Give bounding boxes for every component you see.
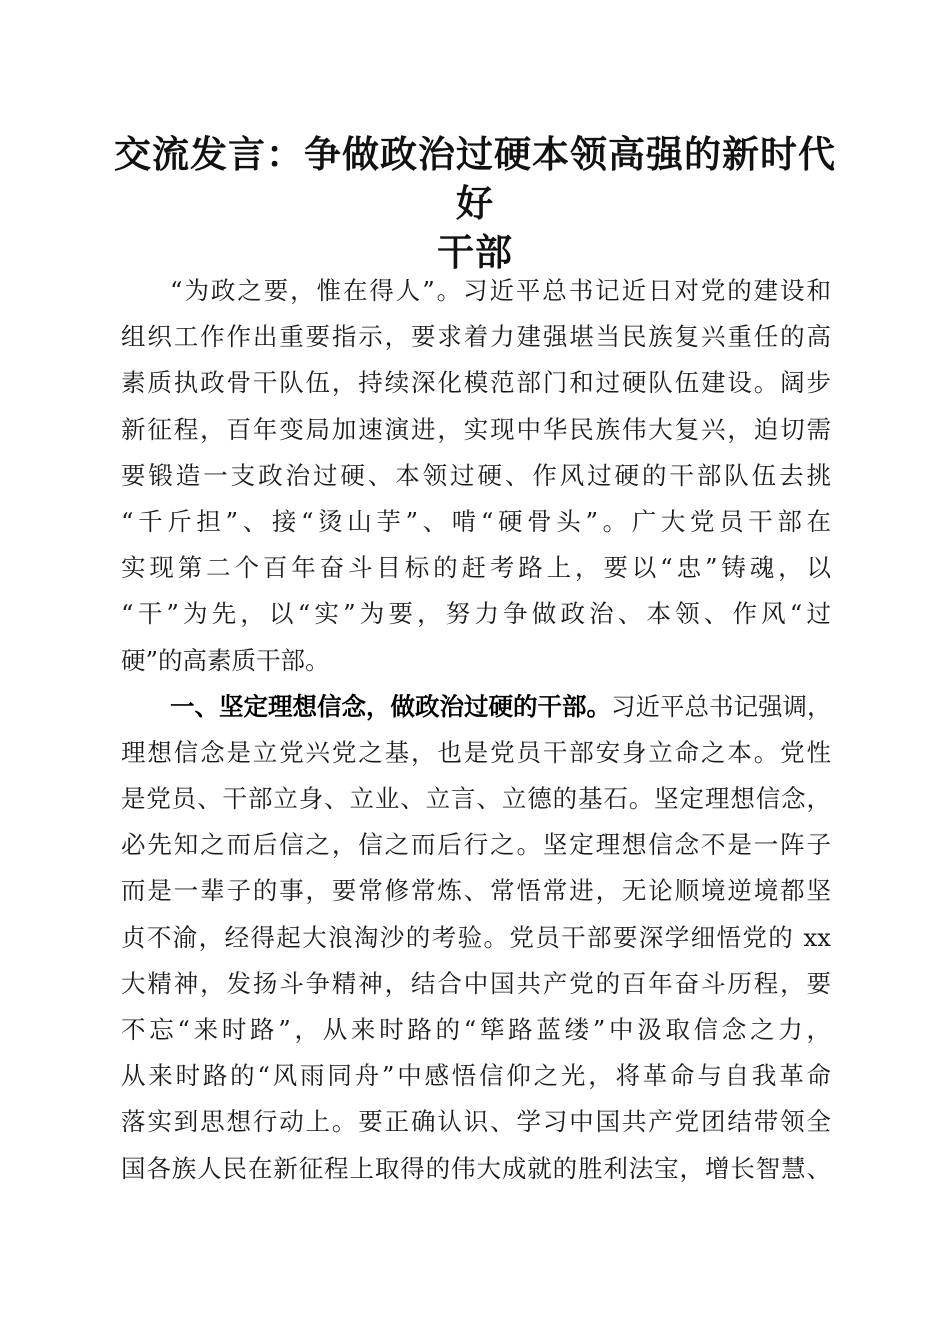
- paragraph-line: 而是一辈子的事，要常修常炼、常悟常进，无论顺境逆境都坚: [121, 876, 831, 906]
- paragraph-line: 是党员、干部立身、立业、立言、立德的基石。坚定理想信念，: [121, 784, 831, 814]
- paragraph-line: 大精神，发扬斗争精神，结合中国共产党的百年奋斗历程，要: [121, 968, 831, 998]
- title-line-1: 交流发言：争做政治过硬本领高强的新时代好: [114, 132, 836, 225]
- paragraph-line: 贞不渝，经得起大浪淘沙的考验。党员干部要深学细悟党的 xx: [121, 922, 831, 952]
- document-body: [121, 268, 831, 1192]
- paragraph-line: “干”为先，以“实”为要，努力争做政治、本领、作风“过: [121, 599, 831, 629]
- paragraph-line: 国各族人民在新征程上取得的伟大成就的胜利法宝，增长智慧、: [121, 1153, 831, 1183]
- paragraph-line: 落实到思想行动上。要正确认识、学习中国共产党团结带领全: [121, 1107, 831, 1137]
- section-1: [121, 684, 831, 1192]
- title-line-2: 干部: [437, 230, 513, 274]
- paragraph-line: 组织工作作出重要指示，要求着力建强堪当民族复兴重任的高: [121, 322, 831, 352]
- section-1-heading: 一、坚定理想信念，做政治过硬的干部。: [170, 691, 611, 721]
- paragraph-line: 从来时路的“风雨同舟”中感悟信仰之光，将革命与自我革命: [121, 1061, 831, 1091]
- paragraph-intro: [121, 268, 831, 684]
- section-1-first-line-rest: 习近平总书记强调，: [611, 691, 832, 721]
- paragraph-line: “为政之要，惟在得人”。习近平总书记近日对党的建设和: [170, 276, 831, 305]
- paragraph-line: 素质执政骨干队伍，持续深化模范部门和过硬队伍建设。阔步: [121, 368, 831, 398]
- paragraph-line: “千斤担”、接“烫山芋”、啃“硬骨头”。广大党员干部在: [121, 506, 831, 536]
- document-title: [100, 130, 850, 277]
- paragraph-line: 理想信念是立党兴党之基，也是党员干部安身立命之本。党性: [121, 737, 831, 767]
- paragraph-line: 要锻造一支政治过硬、本领过硬、作风过硬的干部队伍去挑: [121, 460, 831, 490]
- paragraph-line: 新征程，百年变局加速演进，实现中华民族伟大复兴，迫切需: [121, 414, 831, 444]
- paragraph-line: 硬”的高素质干部。: [121, 645, 330, 675]
- paragraph-line: 必先知之而后信之，信之而后行之。坚定理想信念不是一阵子: [121, 830, 831, 860]
- paragraph-line: 不忘“来时路”，从来时路的“筚路蓝缕”中汲取信念之力，: [121, 1015, 831, 1044]
- section-1-first-line: [121, 684, 831, 730]
- paragraph-line: 实现第二个百年奋斗目标的赶考路上，要以“忠”铸魂，以: [121, 553, 831, 583]
